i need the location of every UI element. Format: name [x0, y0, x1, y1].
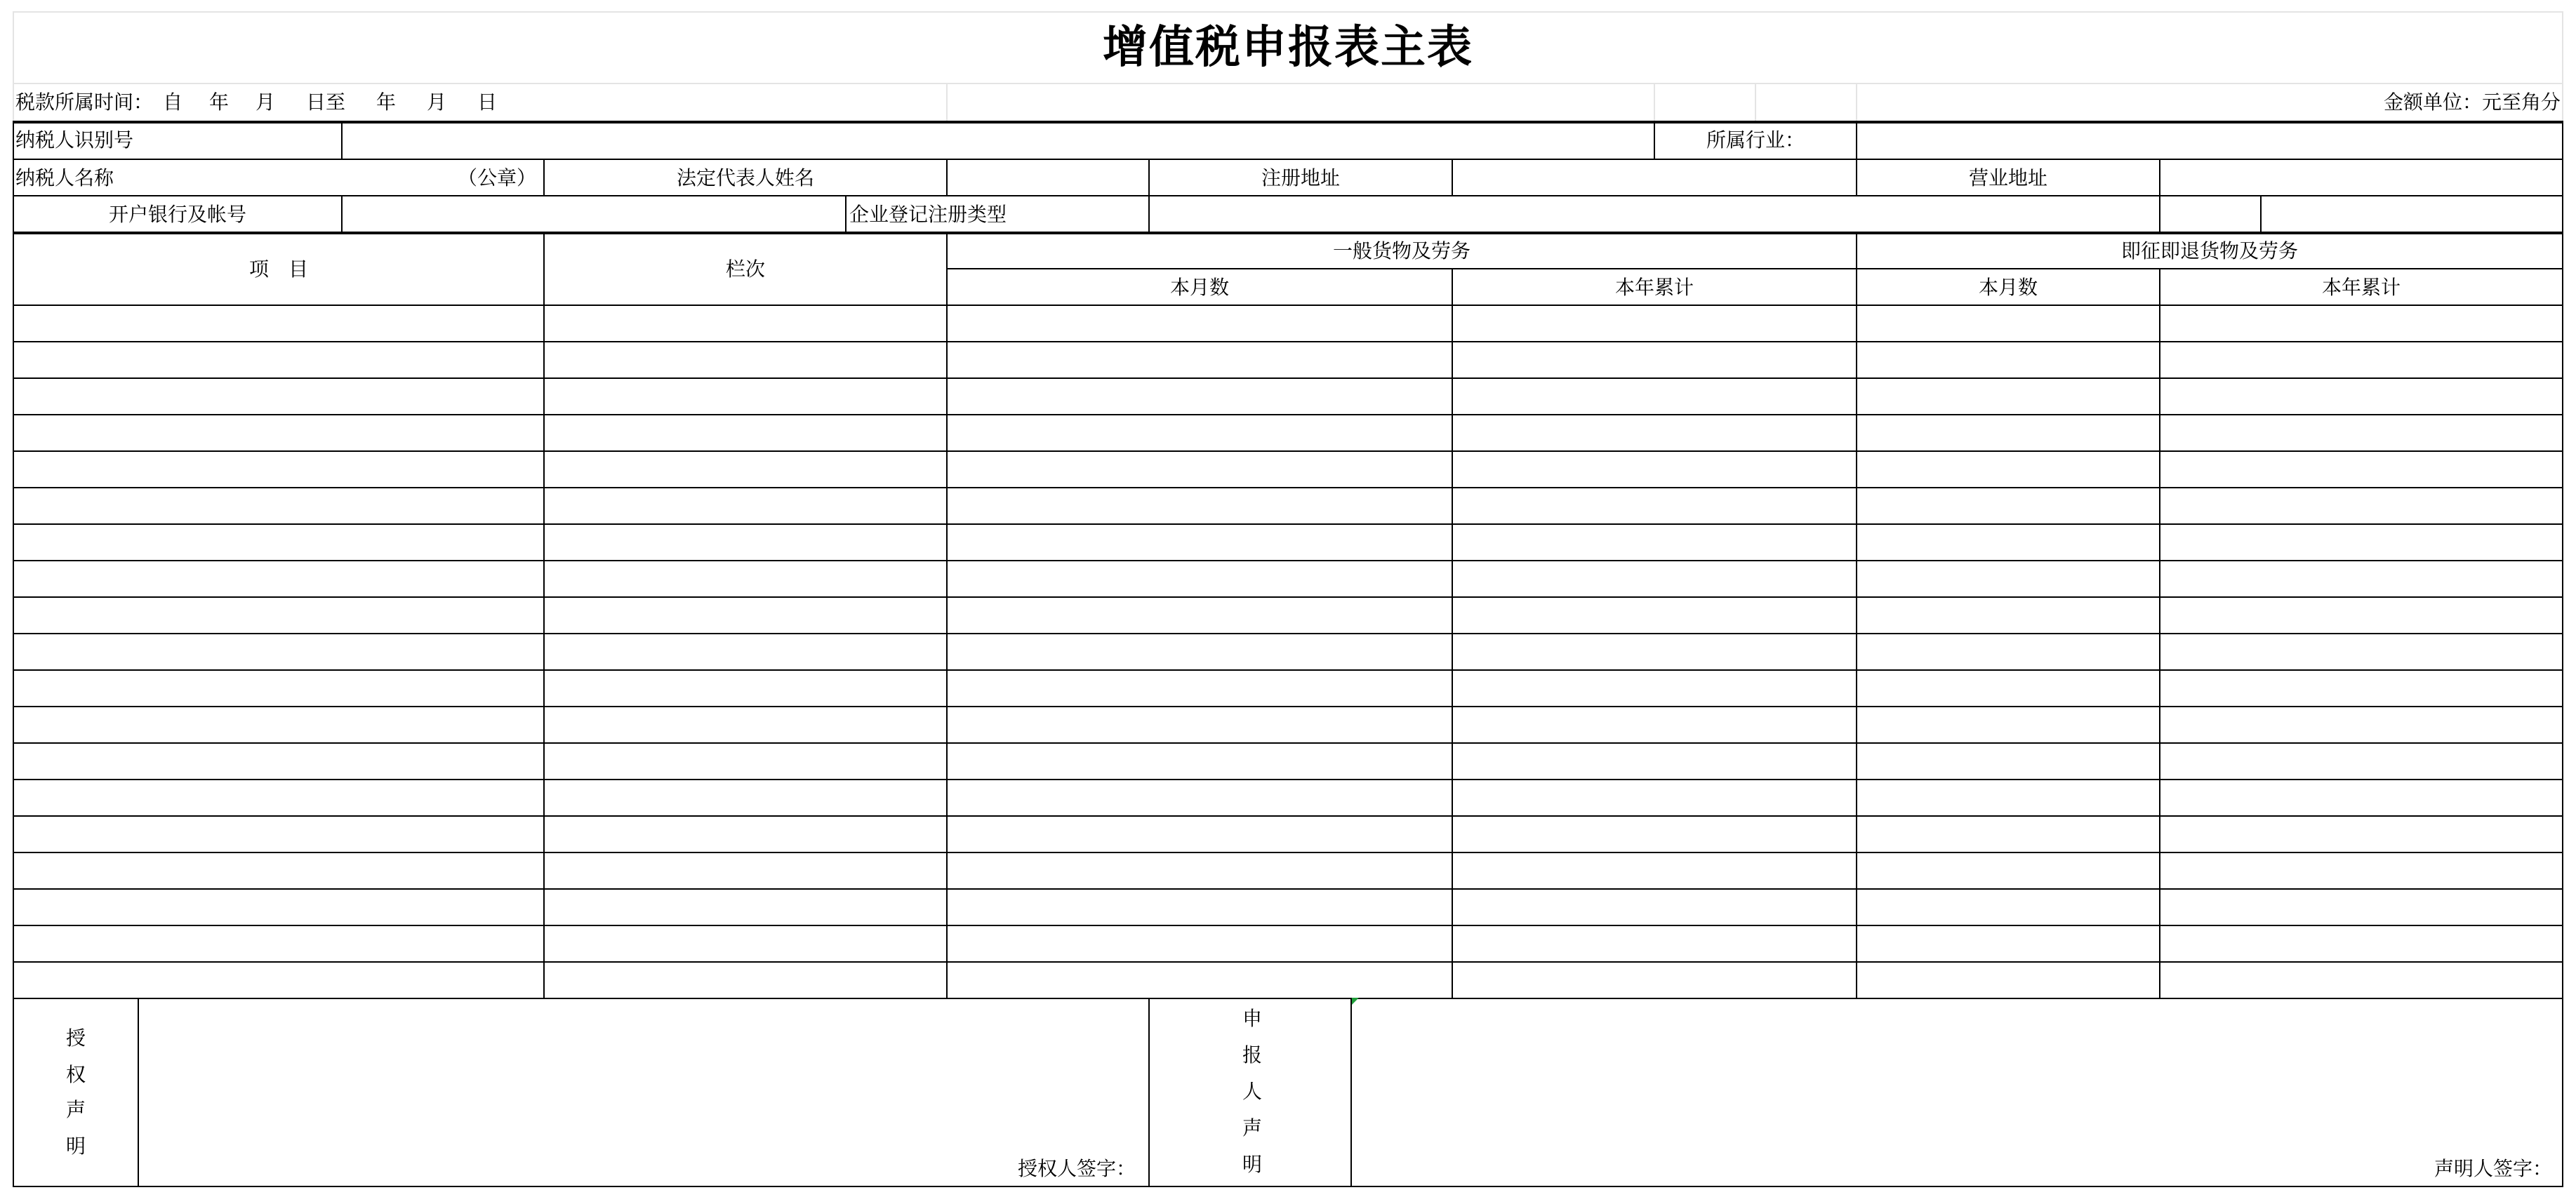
- gridline: [946, 84, 948, 121]
- col-line: [2159, 196, 2160, 232]
- table-row-line: [13, 925, 2563, 926]
- table-row-line: [13, 633, 2563, 634]
- header-refund-goods: 即征即退货物及劳务: [2120, 239, 2298, 262]
- col-line: [946, 160, 948, 195]
- header-general-goods: 一般货物及劳务: [1332, 239, 1470, 262]
- table-border: [13, 121, 2563, 123]
- col-line: [1350, 999, 1352, 1186]
- amount-unit: 金额单位：元至角分: [2383, 91, 2561, 114]
- auth-title-char: 明: [65, 1135, 86, 1158]
- declarant-title-char: 申: [1242, 1007, 1262, 1030]
- table-row-line: [13, 961, 2563, 963]
- col-line: [1856, 234, 1857, 998]
- gridline: [1755, 84, 1756, 121]
- declarant-title-char: 声: [1242, 1116, 1262, 1139]
- col-line: [1148, 999, 1150, 1186]
- table-row-line: [13, 888, 2563, 890]
- table-row-line: [13, 669, 2563, 671]
- table-row-line: [13, 377, 2563, 379]
- table-row-line: [13, 815, 2563, 817]
- declarant-title-char: 报: [1242, 1043, 1262, 1066]
- gridline: [1856, 84, 1857, 121]
- col-line: [946, 234, 948, 998]
- table-row-line: [13, 450, 2563, 452]
- header-current-month-refund: 本月数: [1978, 276, 2038, 299]
- col-line: [845, 196, 847, 232]
- table-row-line: [13, 779, 2563, 780]
- header-row-no: 栏次: [725, 258, 765, 281]
- table-row-line: [13, 742, 2563, 744]
- col-line: [1856, 122, 1857, 159]
- period-day-to: 日至: [306, 91, 346, 114]
- col-line: [543, 234, 545, 998]
- auth-title-char: 授: [65, 1027, 86, 1050]
- seal-label: （公章）: [457, 166, 536, 189]
- auth-title-char: 权: [65, 1063, 86, 1086]
- period-year-to: 年: [376, 91, 397, 114]
- table-row-line: [13, 596, 2563, 598]
- declarant-title-char: 人: [1242, 1080, 1262, 1103]
- reg-address-label: 注册地址: [1261, 166, 1340, 189]
- table-row-line: [13, 523, 2563, 525]
- col-line: [138, 999, 139, 1186]
- period-month-from: 月: [255, 91, 276, 114]
- table-row-line: [13, 852, 2563, 853]
- reg-type-label: 企业登记注册类型: [849, 203, 1007, 226]
- header-year-to-date: 本年累计: [1614, 276, 1694, 299]
- table-row-line: [13, 560, 2563, 561]
- col-line: [1148, 196, 1150, 232]
- legal-rep-label: 法定代表人姓名: [676, 166, 814, 189]
- header-item: 项 目: [248, 258, 308, 281]
- header-year-to-date-refund: 本年累计: [2321, 276, 2401, 299]
- industry-label: 所属行业：: [1706, 128, 1805, 152]
- col-line: [2159, 160, 2160, 195]
- table-row-line: [13, 414, 2563, 415]
- taxpayer-name-label: 纳税人名称: [15, 166, 114, 189]
- authorizer-signature-label: 授权人签字：: [1017, 1157, 1136, 1180]
- period-label: 税款所属时间：: [15, 91, 154, 114]
- bank-account-label: 开户银行及帐号: [108, 203, 246, 226]
- table-border: [13, 1186, 2563, 1187]
- table-row-line: [13, 341, 2563, 342]
- declarant-signature-label: 声明人签字：: [2434, 1157, 2552, 1180]
- taxpayer-id-label: 纳税人识别号: [15, 128, 134, 152]
- col-line: [1452, 160, 1453, 195]
- col-line: [341, 196, 343, 232]
- table-row-line: [13, 998, 2563, 999]
- period-day-end: 日: [477, 91, 498, 114]
- biz-address-label: 营业地址: [1968, 166, 2047, 189]
- declarant-title-char: 明: [1242, 1153, 1262, 1176]
- gridline: [1654, 84, 1655, 121]
- col-line: [2260, 196, 2262, 232]
- table-row-line: [13, 487, 2563, 488]
- page-title: 增值税申报表主表: [1103, 22, 1473, 74]
- period-from: 自: [163, 91, 183, 114]
- col-line: [341, 122, 343, 159]
- header-current-month: 本月数: [1169, 276, 1229, 299]
- table-row-line: [13, 706, 2563, 707]
- auth-title-char: 声: [65, 1098, 86, 1121]
- table-border: [2562, 121, 2563, 1187]
- period-month-to: 月: [427, 91, 447, 114]
- period-year-from: 年: [209, 91, 230, 114]
- cell-comment-indicator[interactable]: [1352, 998, 1359, 1005]
